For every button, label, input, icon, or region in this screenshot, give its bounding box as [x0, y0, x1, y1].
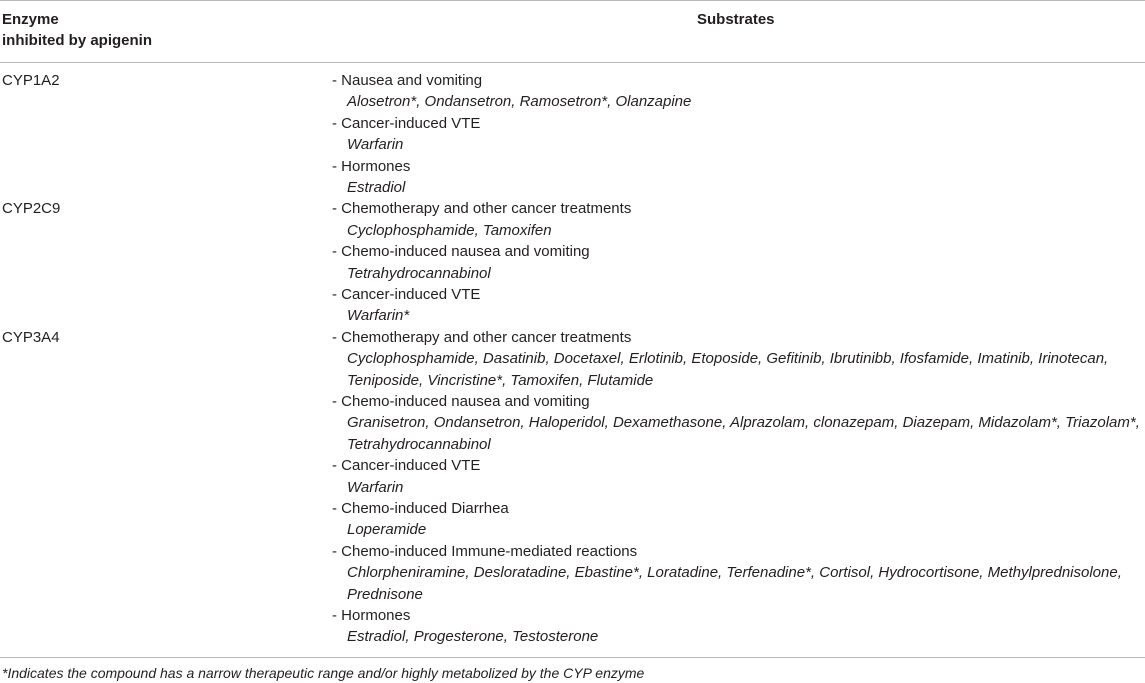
- drug-list: Teniposide, Vincristine*, Tamoxifen, Flutamide: [347, 371, 654, 389]
- category-label: - Hormones: [332, 157, 411, 175]
- category-label: - Chemo-induced Immune-mediated reactions: [332, 542, 638, 560]
- drug-list: Prednisone: [347, 585, 423, 603]
- drug-list: Chlorpheniramine, Desloratadine, Ebastine*, Loratadine, Terfenadine*, Cortisol, Hydrocortisone, Methylprednisolone,: [347, 564, 1122, 582]
- enzyme-name: CYP1A2: [2, 72, 60, 89]
- category-label: - Chemo-induced Diarrhea: [332, 500, 509, 518]
- drug-list: Warfarin*: [347, 307, 410, 325]
- drug-list: Loperamide: [347, 521, 427, 539]
- drug-list: Warfarin: [347, 478, 404, 496]
- drug-list: Cyclophosphamide, Dasatinib, Docetaxel, Erlotinib, Etoposide, Gefitinib, Ibrutinibb, Ifosfamide, Imatinib, Irinotecan,: [347, 350, 1109, 368]
- category-label: - Chemotherapy and other cancer treatments: [332, 328, 632, 346]
- header-rule: [0, 62, 1145, 63]
- category-label: - Cancer-induced VTE: [332, 286, 481, 304]
- category-label: - Chemo-induced nausea and vomiting: [332, 393, 590, 411]
- bottom-rule: [0, 657, 1145, 658]
- enzyme-name: CYP3A4: [2, 328, 60, 346]
- drug-list: Tetrahydrocannabinol: [347, 435, 491, 453]
- table-footnote: *Indicates the compound has a narrow therapeutic range and/or highly metabolized by the CYP enzyme: [2, 665, 645, 681]
- drug-list: Tetrahydrocannabinol: [347, 264, 491, 282]
- substrate-list: [332, 198, 1142, 326]
- substrate-list: [332, 327, 1142, 648]
- category-label: - Chemo-induced nausea and vomiting: [332, 243, 590, 261]
- header-enzyme: Enzyme inhibited by apigenin: [2, 11, 152, 49]
- drug-list: Warfarin: [347, 136, 404, 154]
- table-header: [0, 0, 1145, 63]
- category-label: - Cancer-induced VTE: [332, 457, 481, 475]
- category-label: - Cancer-induced VTE: [332, 114, 481, 132]
- drug-list: Cyclophosphamide, Tamoxifen: [347, 221, 552, 239]
- drug-list: Estradiol: [347, 179, 406, 197]
- substrate-list: [332, 70, 1142, 198]
- drug-list: Granisetron, Ondansetron, Haloperidol, Dexamethasone, Alprazolam, clonazepam, Diazepam, Midazolam*, Triazolam*,: [347, 414, 1140, 432]
- category-label: - Hormones: [332, 607, 411, 625]
- drug-list: Estradiol, Progesterone, Testosterone: [347, 628, 599, 646]
- category-label: - Nausea and vomiting: [332, 72, 483, 89]
- category-label: - Chemotherapy and other cancer treatments: [332, 200, 632, 218]
- drug-list: Alosetron*, Ondansetron, Ramosetron*, Olanzapine: [347, 93, 692, 111]
- enzyme-name: CYP2C9: [2, 200, 61, 218]
- header-substrates: Substrates: [697, 11, 775, 28]
